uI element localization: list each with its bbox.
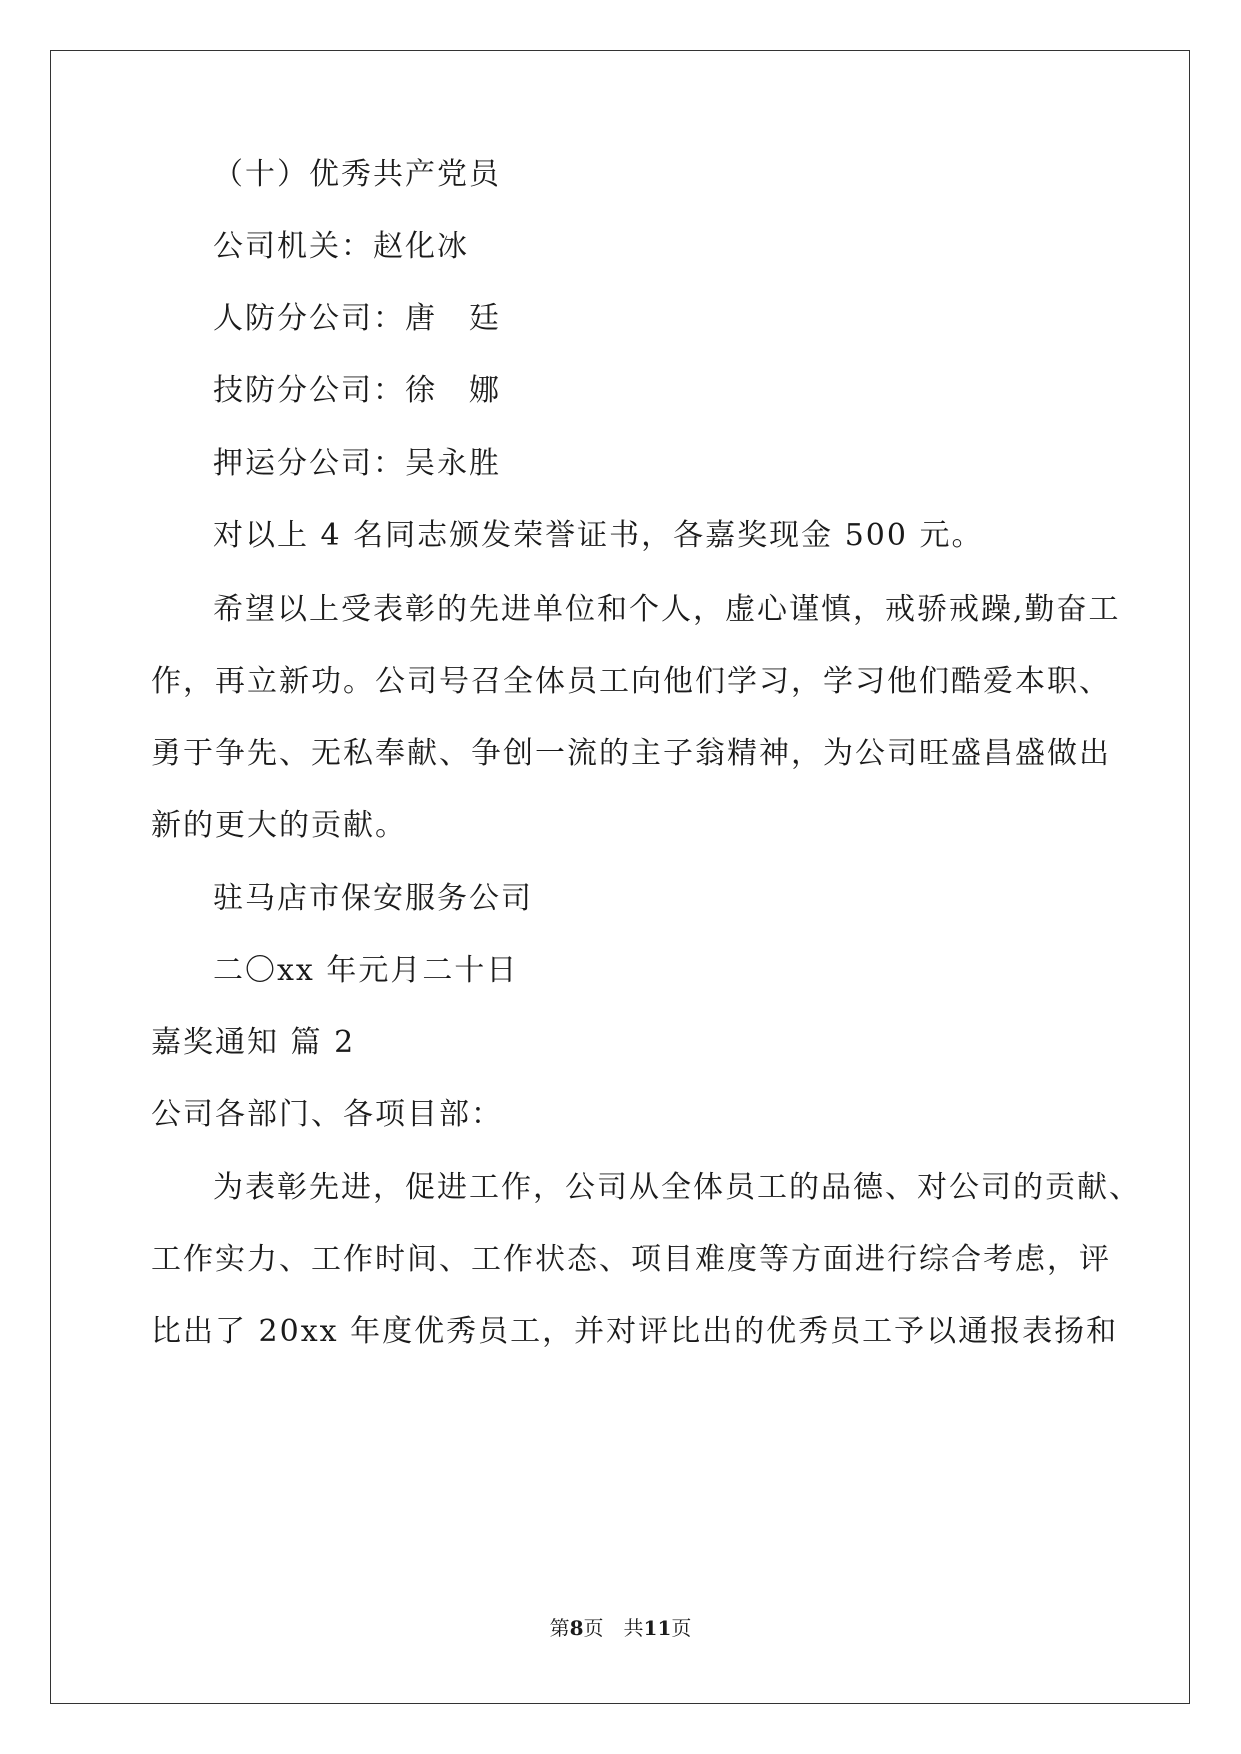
signature-org: 驻马店市保安服务公司 — [213, 881, 533, 916]
awardee-line: 人防分公司：唐 廷 — [213, 301, 501, 336]
paragraph-line: 比出了 20xx 年度优秀员工，并对评比出的优秀员工予以通报表扬和 — [151, 1314, 1119, 1349]
salutation: 公司各部门、各项目部： — [151, 1097, 503, 1132]
paragraph-line: 为表彰先进，促进工作，公司从全体员工的品德、对公司的贡献、 — [213, 1170, 1141, 1205]
signature-date: 二〇xx 年元月二十日 — [213, 953, 519, 988]
awardee-line: 公司机关：赵化冰 — [213, 229, 469, 264]
footer-suffix: 页 — [671, 1616, 692, 1640]
page-footer — [0, 1615, 1241, 1641]
paragraph-line: 作，再立新功。公司号召全体员工向他们学习，学习他们酷爱本职、 — [151, 664, 1111, 699]
awardee-line: 技防分公司：徐 娜 — [213, 373, 501, 408]
paragraph-line: 新的更大的贡献。 — [151, 808, 407, 843]
current-page-number: 8 — [569, 1616, 584, 1640]
paragraph-line: 工作实力、工作时间、工作状态、项目难度等方面进行综合考虑，评 — [151, 1242, 1111, 1277]
paragraph-line: 希望以上受表彰的先进单位和个人，虚心谨慎，戒骄戒躁,勤奋工 — [213, 592, 1121, 627]
total-page-number: 11 — [643, 1616, 672, 1640]
footer-prefix: 第 — [549, 1616, 570, 1640]
footer-mid: 页 共 — [583, 1616, 644, 1640]
award-statement: 对以上 4 名同志颁发荣誉证书，各嘉奖现金 500 元。 — [213, 518, 984, 553]
paragraph-line: 勇于争先、无私奉献、争创一流的主子翁精神，为公司旺盛昌盛做出 — [151, 736, 1111, 771]
awardee-line: 押运分公司：吴永胜 — [213, 446, 501, 481]
section-heading: （十）优秀共产党员 — [213, 157, 501, 192]
section-title: 嘉奖通知 篇 2 — [151, 1025, 356, 1060]
